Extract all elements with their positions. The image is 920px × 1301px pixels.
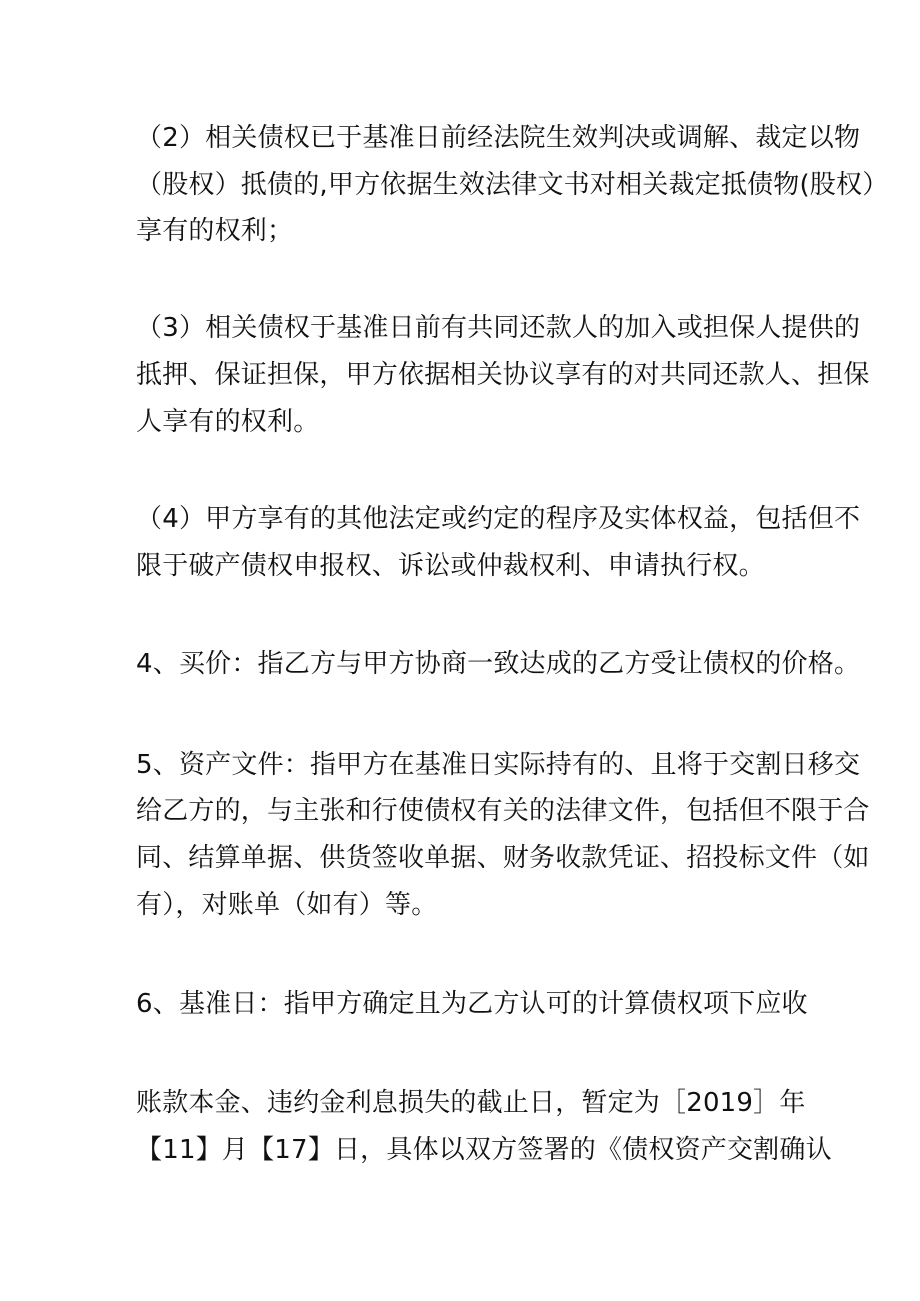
text-line: 5、资产文件：指甲方在基准日实际持有的、且将于交割日移交 [136, 750, 861, 780]
text-line: （4）甲方享有的其他法定或约定的程序及实体权益，包括但不 [136, 504, 861, 534]
text-line: 限于破产债权申报权、诉讼或仲裁权利、申请执行权。 [136, 551, 765, 581]
text-line: 有），对账单（如有）等。 [136, 890, 438, 920]
text-line: （3）相关债权于基准日前有共同还款人的加入或担保人提供的 [136, 313, 861, 343]
text-line: 【11】月【17】日，具体以双方签署的《债权资产交割确认 [136, 1135, 832, 1165]
text-line: 享有的权利； [136, 216, 294, 246]
text-line: 人享有的权利。 [136, 407, 320, 437]
text-line: 4、买价：指乙方与甲方协商一致达成的乙方受让债权的价格。 [136, 649, 861, 679]
text-line: 同、结算单据、供货签收单据、财务收款凭证、招投标文件（如 [136, 843, 870, 873]
text-line: 给乙方的，与主张和行使债权有关的法律文件，包括但不限于合 [136, 796, 870, 826]
text-line: 抵押、保证担保，甲方依据相关协议享有的对共同还款人、担保 [136, 360, 870, 390]
text-line: 账款本金、违约金利息损失的截止日，暂定为［2019］年 [136, 1088, 806, 1118]
text-line: （股权）抵债的,甲方依据生效法律文书对相关裁定抵债物(股权） [136, 170, 889, 200]
text-line: （2）相关债权已于基准日前经法院生效判决或调解、裁定以物 [136, 123, 861, 153]
text-line: 6、基准日：指甲方确定且为乙方认可的计算债权项下应收 [136, 989, 808, 1019]
